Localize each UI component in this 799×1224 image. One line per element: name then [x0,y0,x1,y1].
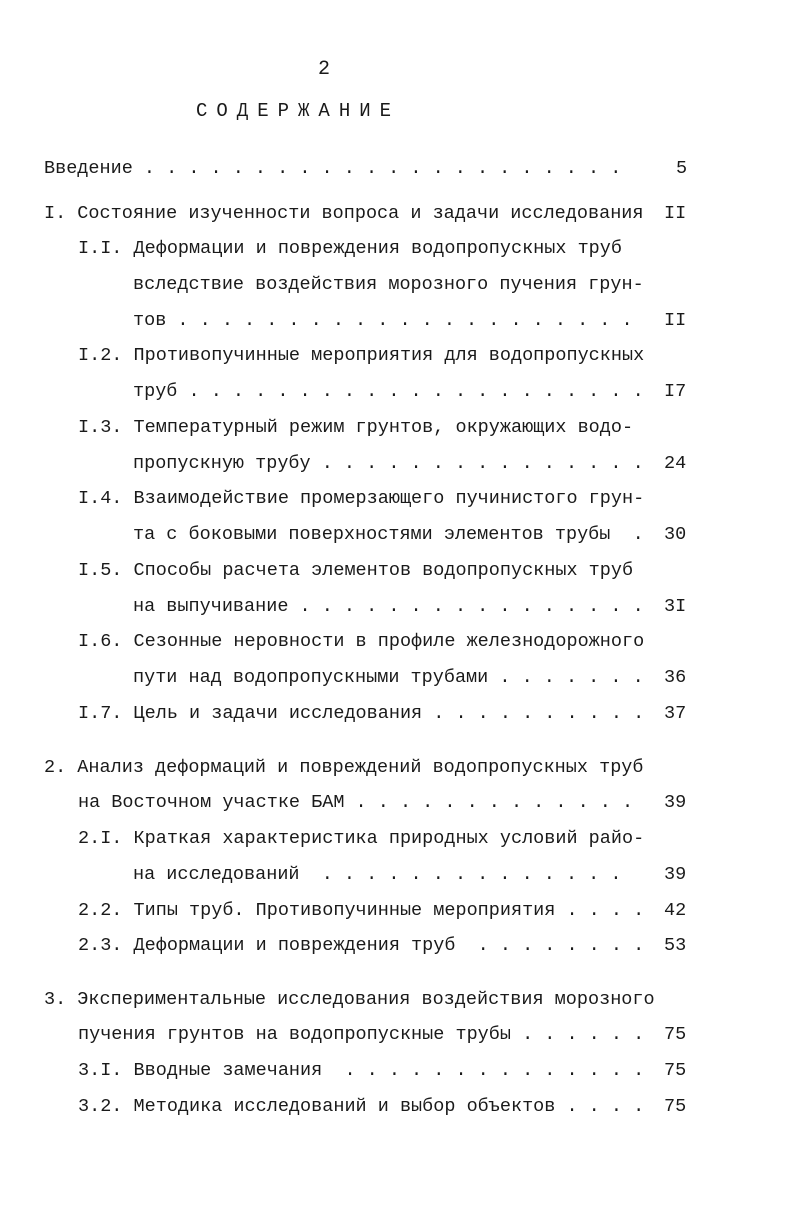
toc-entry: вследствие воздействия морозного пучения грун- [133,274,644,295]
toc-entry: на выпучивание . . . . . . . . . . . . . . . . [133,596,644,617]
toc-page: 39 [664,864,687,885]
toc-entry: Введение . . . . . . . . . . . . . . . . . . . . . . [44,158,622,179]
toc-page: II [664,203,687,224]
toc-page: 24 [664,453,687,474]
toc-entry: 2.2. Типы труб. Противопучинные мероприятия . . . . [78,900,645,921]
toc-page: 37 [664,703,687,724]
toc-entry: 2.3. Деформации и повреждения труб . . . . . . . . [78,935,645,956]
toc-entry: на исследований . . . . . . . . . . . . . . [133,864,622,885]
toc-page: 39 [664,792,687,813]
toc-entry: I.7. Цель и задачи исследования . . . . . . . . . . [78,703,645,724]
toc-entry: тов . . . . . . . . . . . . . . . . . . . . . [133,310,633,331]
toc-entry: I.3. Температурный режим грунтов, окружающих водо- [78,417,634,438]
toc-entry: на Восточном участке БАМ . . . . . . . . . . . . . [78,792,634,813]
toc-entry: пропускную трубу . . . . . . . . . . . . . . . [133,453,644,474]
toc-page: 42 [664,900,687,921]
toc-page: I7 [664,381,687,402]
toc-page: 30 [664,524,687,545]
toc-entry: 3.2. Методика исследований и выбор объектов . . . . [78,1096,645,1117]
toc-entry: 3. Экспериментальные исследования воздействия морозного [44,989,655,1010]
toc-entry: пучения грунтов на водопропускные трубы . . . . . . [78,1024,645,1045]
toc-page: 75 [664,1096,687,1117]
toc-page: 53 [664,935,687,956]
toc-entry: 3.I. Вводные замечания . . . . . . . . . . . . . . [78,1060,645,1081]
toc-entry: 2.I. Краткая характеристика природных условий райо- [78,828,645,849]
toc-entry: I.4. Взаимодействие промерзающего пучинистого грун- [78,488,645,509]
toc-page: 75 [664,1024,687,1045]
toc-entry: I.5. Способы расчета элементов водопропускных труб [78,560,634,581]
toc-entry: I. Состояние изученности вопроса и задачи исследования [44,203,644,224]
toc-page: 3I [664,596,687,617]
toc-entry: труб . . . . . . . . . . . . . . . . . . . . . [133,381,644,402]
toc-page: II [664,310,687,331]
toc-page: 75 [664,1060,687,1081]
toc-page: 36 [664,667,687,688]
toc-entry: та с боковыми поверхностями элементов трубы . [133,524,644,545]
page-title: СОДЕРЖАНИЕ [196,100,401,122]
toc-entry: I.6. Сезонные неровности в профиле железнодорожного [78,631,645,652]
toc-page: 5 [676,158,688,179]
toc-entry: 2. Анализ деформаций и повреждений водопропускных труб [44,757,644,778]
toc-entry: пути над водопропускными трубами . . . . . . . [133,667,644,688]
toc-entry: I.I. Деформации и повреждения водопропускных труб [78,238,622,259]
page-number: 2 [318,58,331,81]
toc-entry: I.2. Противопучинные мероприятия для водопропускных [78,345,645,366]
